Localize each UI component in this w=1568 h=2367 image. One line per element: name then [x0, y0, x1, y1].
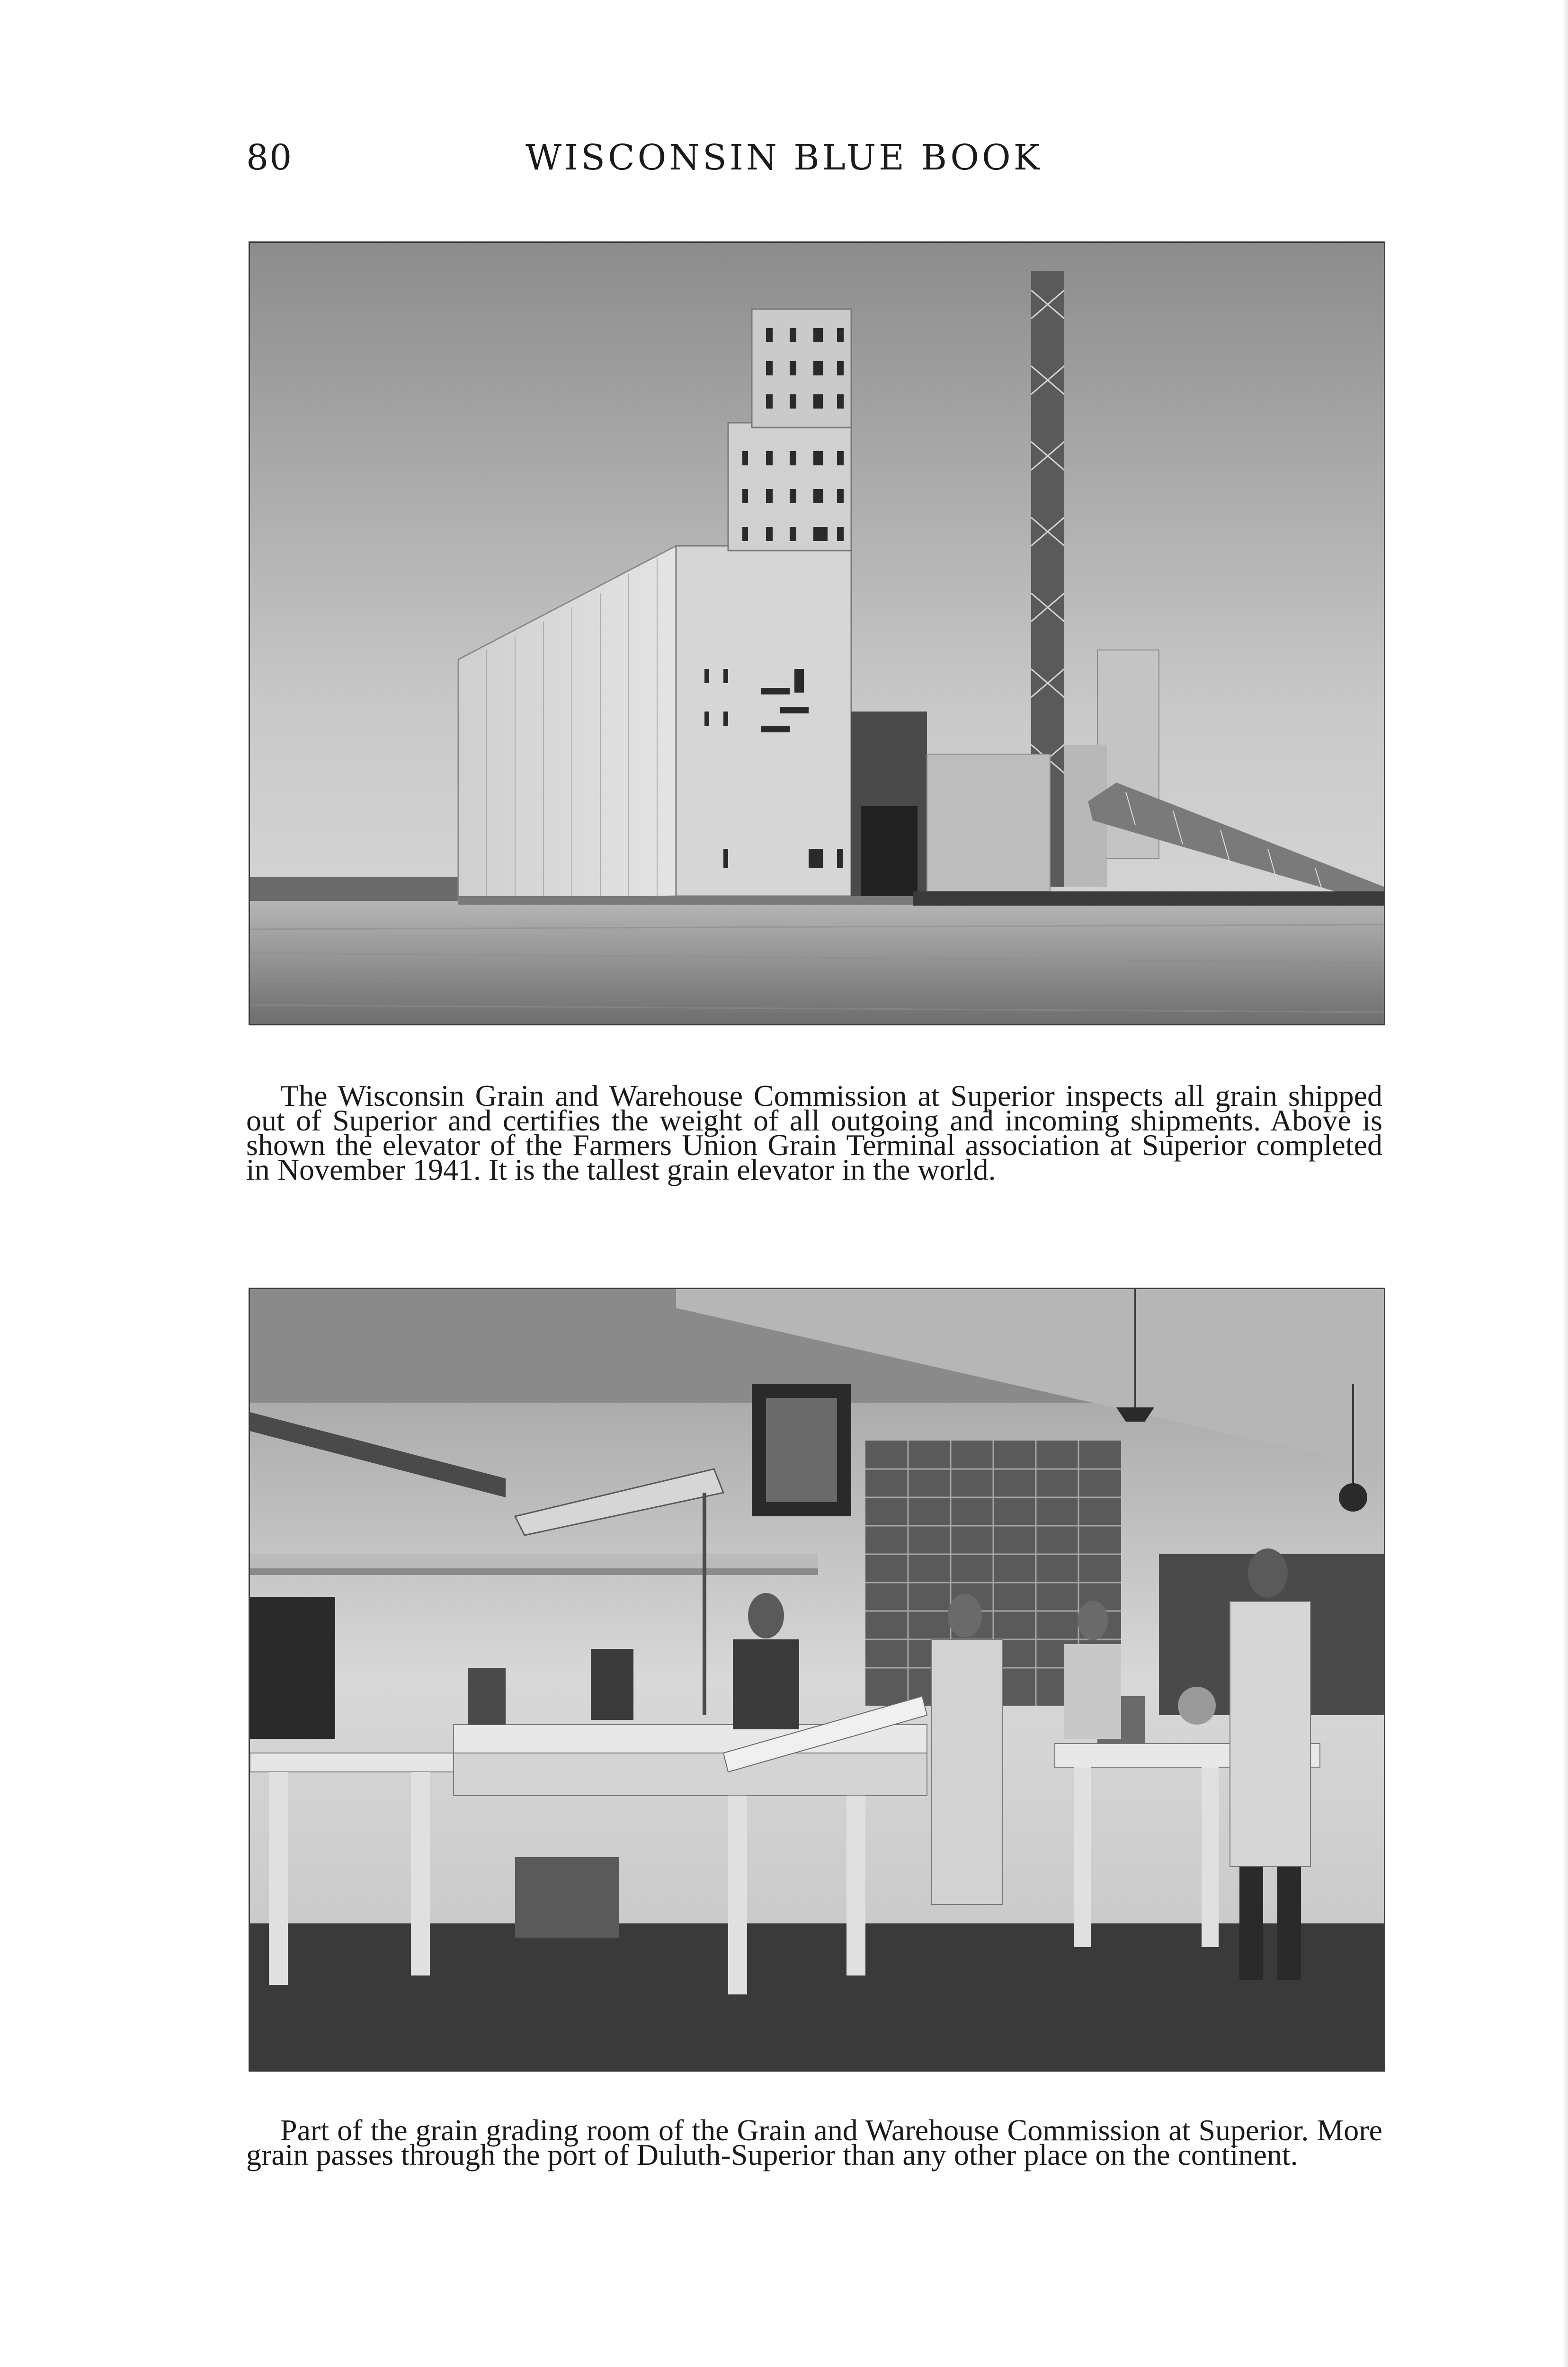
elevator-photo-caption: The Wisconsin Grain and Warehouse Commission at Superior inspects all grain shipped out of Superior and certifies the weight of all outgoing and incoming shipments. Above is shown the elevator of the Farmers Union Grain Terminal association at Superior completed in November 1941. It is the tallest grain elevator in the world. — [246, 1079, 1382, 1186]
grading-room-photo-caption: Part of the grain grading room of the Grain and Warehouse Commission at Superior. More grain passes through the port of Duluth-Superior than any other place on the continent. — [246, 2113, 1382, 2171]
running-head — [0, 137, 1568, 189]
grain-elevator-photo — [249, 241, 1385, 1025]
page-number: 80 — [246, 137, 293, 178]
header-title: WISCONSIN BLUE BOOK — [526, 137, 1042, 178]
grain-grading-room-photo — [249, 1288, 1385, 2072]
page-edge-shadow — [1561, 0, 1568, 2367]
